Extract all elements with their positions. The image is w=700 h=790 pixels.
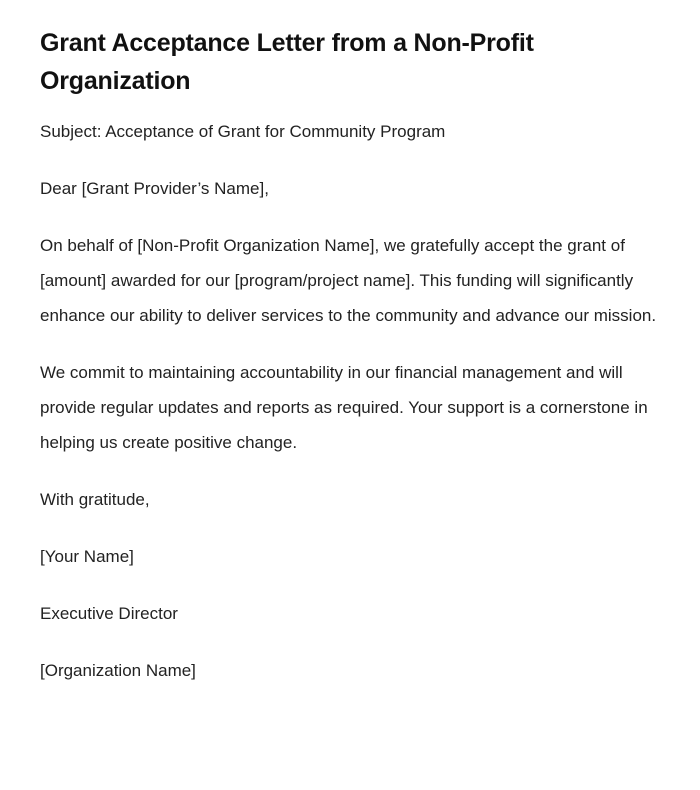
paragraph-body-2: We commit to maintaining accountability in our financial management and will provide regular updates and reports as required. Your support is a cornerstone in helping us create positive change. — [40, 363, 648, 452]
paragraph-closing: With gratitude, — [40, 490, 150, 509]
paragraph-signature-organization: [Organization Name] — [40, 661, 196, 680]
paragraph-signature-name: [Your Name] — [40, 547, 134, 566]
paragraph-signature-title: Executive Director — [40, 604, 178, 623]
paragraph-salutation: Dear [Grant Provider’s Name], — [40, 179, 269, 198]
page-title: Grant Acceptance Letter from a Non-Profit Organization — [40, 29, 534, 95]
paragraph-subject: Subject: Acceptance of Grant for Community Program — [40, 122, 446, 141]
paragraph-body-1: On behalf of [Non-Profit Organization Name], we gratefully accept the grant of [amount] awarded for our [program/project name]. This funding will significantly enhance our ability to deliver services to the community and advance our mission. — [40, 236, 657, 325]
